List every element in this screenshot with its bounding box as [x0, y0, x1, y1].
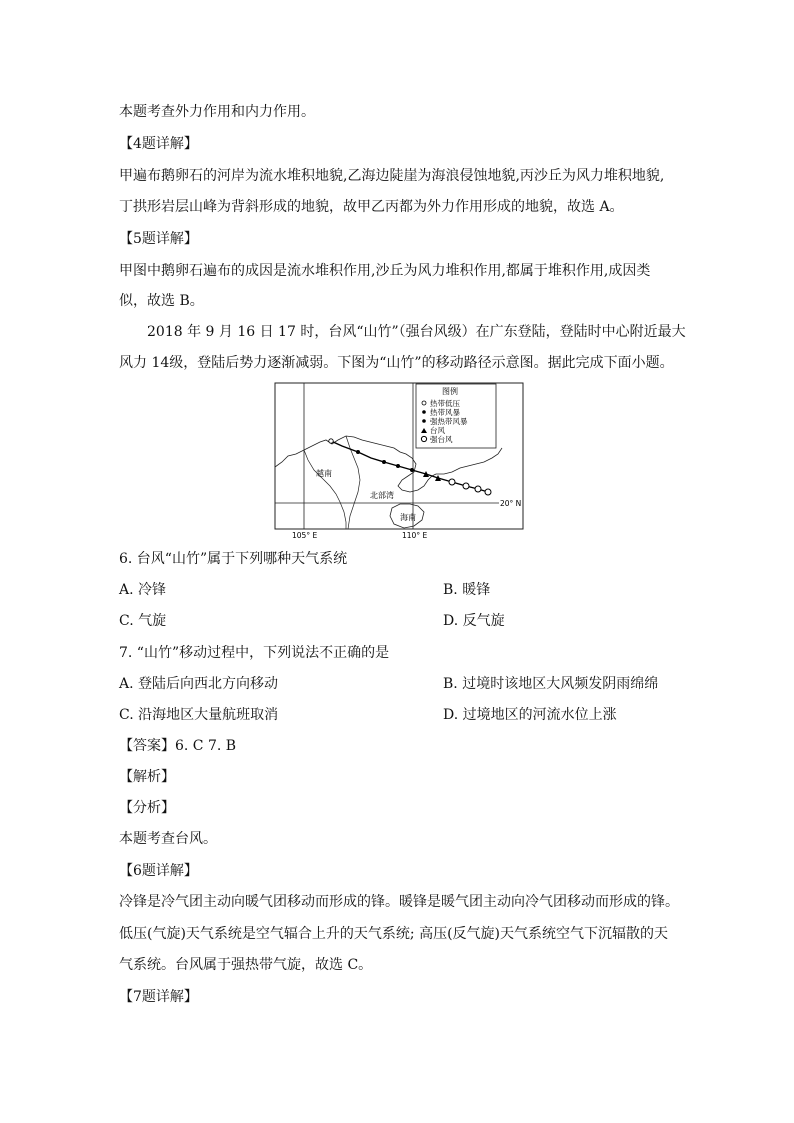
- map-label-hainan: 海南: [400, 513, 416, 522]
- option-b: B. 过境时该地区大风频发阴雨绵绵: [443, 676, 659, 692]
- legend-open-circle-icon: [422, 401, 426, 405]
- track-point-strong-typhoon: [485, 489, 491, 495]
- option-a: A. 冷锋: [119, 582, 167, 598]
- answer-line: 【答案】6. C 7. B: [119, 738, 237, 754]
- map-label-lon1: 105° E: [292, 531, 318, 538]
- text-line: 本题考查台风。: [119, 831, 217, 847]
- legend-dot-icon: [422, 410, 426, 414]
- text-line: 甲图中鹅卵石遍布的成因是流水堆积作用,沙丘为风力堆积作用,都属于堆积作用,成因类: [119, 263, 651, 279]
- text-line: 冷锋是冷气团主动向暖气团移动而形成的锋。暖锋是暖气团主动向冷气团移动而形成的锋。: [119, 894, 679, 910]
- section-heading: 【5题详解】: [119, 231, 198, 247]
- text-line: 甲遍布鹅卵石的河岸为流水堆积地貌,乙海边陡崖为海浪侵蚀地貌,丙沙丘为风力堆积地貌,: [119, 168, 665, 184]
- question-stem: 7. “山竹”移动过程中，下列说法不正确的是: [119, 645, 390, 661]
- legend-ring-icon: [421, 436, 426, 441]
- text-line: 风力 14级，登陆后势力逐渐减弱。下图为“山竹”的移动路径示意图。据此完成下面小题。: [119, 355, 674, 371]
- track-point-tropical-storm: [356, 450, 360, 454]
- track-point-strong-typhoon: [449, 479, 455, 485]
- text-line: 似，故选 B。: [119, 293, 204, 309]
- text-line: 低压(气旋)天气系统是空气辐合上升的天气系统; 高压(反气旋)天气系统空气下沉辐散的天: [119, 926, 669, 942]
- track-point-severe-storm: [410, 468, 414, 472]
- section-heading: 【分析】: [119, 800, 175, 816]
- map-label-lat: 20° N: [500, 499, 522, 508]
- typhoon-track-map: [274, 382, 524, 538]
- track-point-strong-typhoon: [475, 486, 481, 492]
- map-label-gulf: 北部湾: [370, 491, 394, 500]
- track-point-severe-storm: [396, 464, 400, 468]
- legend-item: 热带低压: [430, 399, 460, 408]
- map-label-lon2: 110° E: [402, 531, 428, 538]
- section-heading: 【7题详解】: [119, 989, 198, 1005]
- legend-item: 强热带风暴: [430, 417, 468, 426]
- question-stem: 6. 台风“山竹”属于下列哪种天气系统: [119, 551, 348, 567]
- text-line: 丁拱形岩层山峰为背斜形成的地貌，故甲乙丙都为外力作用形成的地貌，故选 A。: [119, 199, 624, 215]
- option-c: C. 沿海地区大量航班取消: [119, 707, 279, 723]
- option-a: A. 登陆后向西北方向移动: [119, 676, 279, 692]
- text-line: 气系统。台风属于强热带气旋，故选 C。: [119, 957, 373, 973]
- option-d: D. 过境地区的河流水位上涨: [443, 707, 617, 723]
- track-point-severe-storm: [382, 460, 386, 464]
- text-line: 2018 年 9 月 16 日 17 时，台风“山竹”（强台风级）在广东登陆，登陆时中心附近最大: [147, 324, 686, 340]
- map-label-vietnam: 越南: [316, 469, 332, 478]
- option-b: B. 暖锋: [443, 582, 491, 598]
- section-heading: 【6题详解】: [119, 863, 198, 879]
- legend-dot-icon: [422, 419, 426, 423]
- legend-title: 图例: [442, 387, 458, 396]
- legend-item: 热带风暴: [430, 408, 460, 417]
- track-point-tropical-depression: [329, 439, 333, 443]
- track-point-strong-typhoon: [463, 483, 469, 489]
- section-heading: 【解析】: [119, 769, 175, 785]
- legend-item: 强台风: [430, 435, 453, 444]
- legend-item: 台风: [430, 426, 445, 435]
- text-line: 本题考查外力作用和内力作用。: [119, 104, 315, 120]
- option-c: C. 气旋: [119, 613, 167, 629]
- option-d: D. 反气旋: [443, 613, 505, 629]
- section-heading: 【4题详解】: [119, 136, 198, 152]
